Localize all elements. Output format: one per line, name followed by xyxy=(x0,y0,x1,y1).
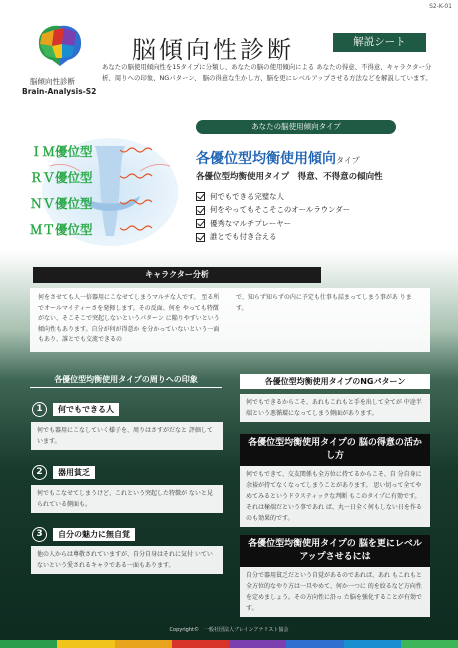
ng-heading: 各優位型均衡使用タイプのNGパターン xyxy=(240,374,430,389)
impression-item-text: 何でもこなせてしまうけど、これという突起した特徴が ないと見られている側面も。 xyxy=(31,485,223,513)
check-item: 何をやってもそこそこのオールラウンダー xyxy=(196,204,350,218)
logo-name-en: Brain-Analysis-S2 xyxy=(22,87,97,96)
character-text-box xyxy=(30,288,430,352)
impression-item-2 xyxy=(32,465,95,480)
copyright: Copyright© 一般社団法人ブレインアナリスト協会 xyxy=(169,627,289,633)
levelup-text: 自分で器用貧乏だという自覚があるのであれば、あれ もこれもと全方位的なやり方は一旦やめて、何か一つに 的を絞るなど方向性を定めましょう。その方向性に沿っ た脳を強化することが有効です。 xyxy=(240,567,430,617)
type-suffix: タイプ xyxy=(336,156,360,165)
intro-text: あなたの脳使用傾向性を15タイプに分類し、あなたの脳の使用傾向による あなたの得意、不得意、キャラクター分析、周りへの印象、NGパターン、 脳の得意な生かし方、脳を更にレベルアップさせる方法などを解説しています。 xyxy=(102,63,432,83)
tendency-subheading: 各優位型均衡使用タイプ 得意、不得意の傾向性 xyxy=(196,172,383,182)
strength-heading: 各優位型均衡使用タイプの 脳の得意の活かし方 xyxy=(240,434,430,466)
checkbox-checked-icon xyxy=(196,219,205,228)
checklist xyxy=(196,190,350,244)
section-tag: あなたの脳使用傾向タイプ xyxy=(196,120,396,134)
number-badge: 1 xyxy=(32,402,47,417)
page-title: 脳傾向性診断 xyxy=(132,36,294,64)
impression-item-text: 何でも器用にこなしていく様子を、周りはさすがだなと 評価しています。 xyxy=(31,422,223,450)
checkbox-checked-icon xyxy=(196,233,205,242)
brain-label-im: ＩＭ優位型 xyxy=(30,144,93,159)
brain-label-mt: ＭＴ優位型 xyxy=(30,222,93,237)
number-badge: 2 xyxy=(32,465,47,480)
impression-item-3 xyxy=(32,527,135,542)
checkbox-checked-icon xyxy=(196,206,205,215)
color-stripe xyxy=(0,640,458,648)
impression-item-text: 他の人からは尊敬されていますが、自分自身はそれに気付 いていないという愛されるキャラである一面もあります。 xyxy=(31,546,223,574)
checkbox-checked-icon xyxy=(196,192,205,201)
character-text-col2: で、知らず知らずの内に予定も仕事も詰まってしまう事があ ります。 xyxy=(236,294,412,312)
check-item: 誰とでも付き合える xyxy=(196,231,350,245)
brain-logo-icon xyxy=(34,22,86,68)
character-text-col1: 何をさせても人一倍器用にこなせてしまうマルチな人です。 至る所でオールマイティーさを発揮します。その反面、何を やっても特徴がない、そこそこで突起しないというパターン に陥りやすいという傾向性もあります。自分が何が得意か を分かっていないという一面もあり、誰とでも交流できるの xyxy=(38,294,220,343)
brain-label-rv: ＲＶ優位型 xyxy=(30,170,93,185)
check-item: 優秀なマルチプレーヤー xyxy=(196,217,350,231)
logo-name-jp: 脳傾向性診断 xyxy=(30,77,75,86)
document-code: S2-K-01 xyxy=(429,3,452,10)
brain-label-nv: ＮＶ優位型 xyxy=(30,196,93,211)
impression-item-1 xyxy=(32,402,119,417)
impression-divider xyxy=(30,387,222,388)
type-name: 各優位型均衡使用傾向タイプ xyxy=(196,151,360,167)
impression-heading: 各優位型均衡使用タイプの周りへの印象 xyxy=(54,375,198,384)
impression-item-title: 器用貧乏 xyxy=(53,466,95,479)
strength-text: 何でもできて、交友関係も全方位に持てるからこそ、自 分自身に余裕が持てなくなってしまうことがあります。 思い切って全てやめてみるというドラスティックな判断 もこのタイプに有効です。それは極端だという事であれ ば、丸一日全く何もしない日を作るのも効果的です。 xyxy=(240,466,430,527)
ng-text: 何でもできるからこそ、あれもこれもと手を出して全てが 中途半端という悪循環になってしまう側面があります。 xyxy=(240,394,430,422)
impression-item-title: 何でもできる人 xyxy=(53,403,119,416)
levelup-heading: 各優位型均衡使用タイプの 脳を更にレベルアップさせるには xyxy=(240,535,430,567)
sheet-badge: 解説シート xyxy=(333,33,426,52)
character-heading: キャラクター分析 xyxy=(33,267,321,283)
number-badge: 3 xyxy=(32,527,47,542)
check-item: 何でもできる完璧な人 xyxy=(196,190,350,204)
impression-item-title: 自分の魅力に無自覚 xyxy=(53,528,135,541)
